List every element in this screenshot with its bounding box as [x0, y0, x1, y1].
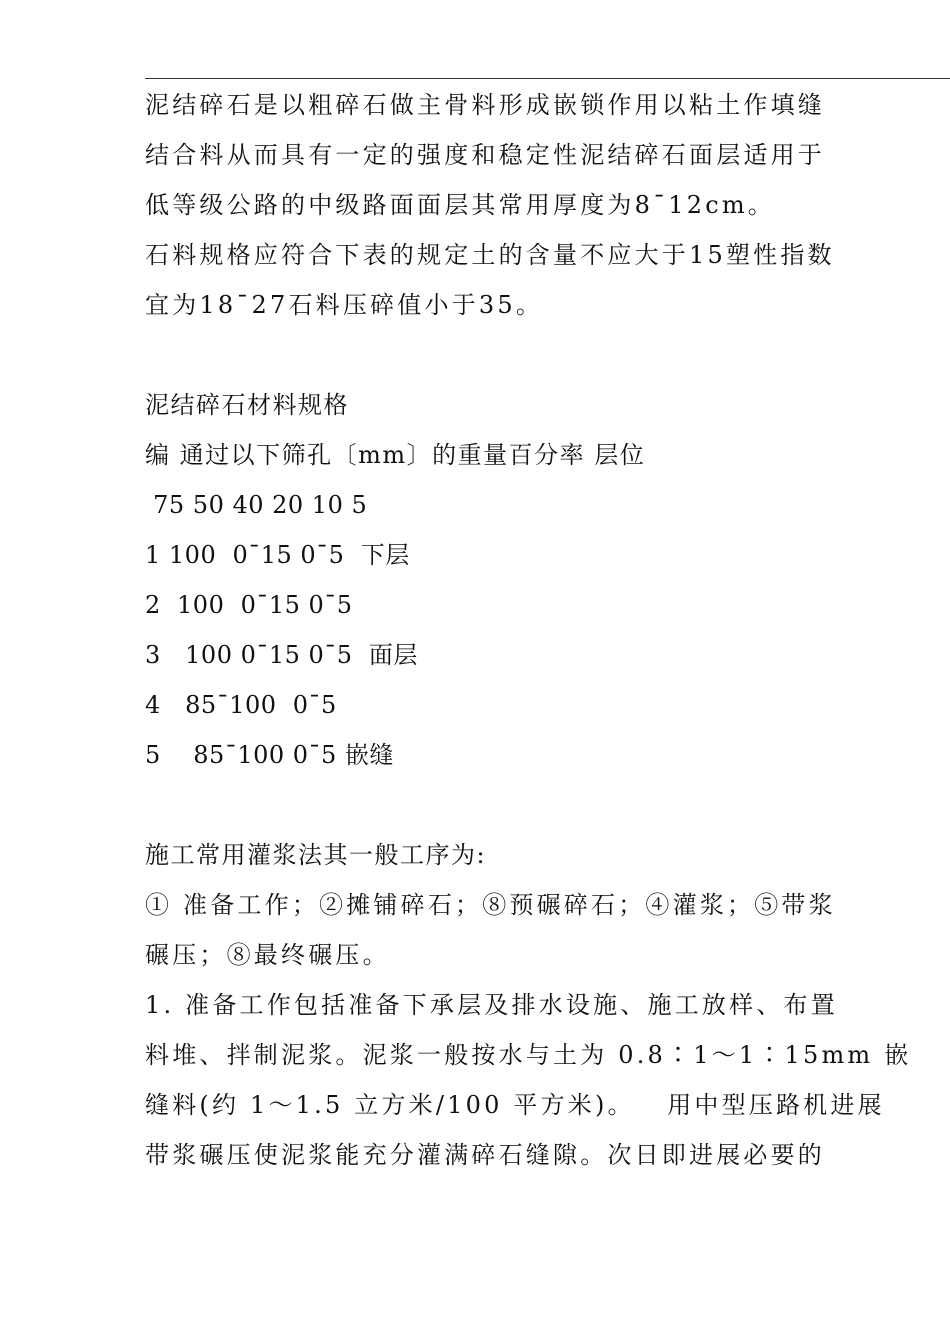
body-text-line: ① 准备工作；②摊铺碎石；⑧预碾碎石；④灌浆；⑤带浆	[145, 891, 836, 919]
table-header: 编 通过以下筛孔〔mm〕的重量百分率 层位	[145, 441, 646, 469]
body-text-line: 结合料从而具有一定的强度和稳定性泥结碎石面层适用于	[145, 141, 825, 169]
body-text-line: 宜为18¯27石料压碎值小于35。	[145, 291, 544, 319]
body-text-line: 泥结碎石是以粗碎石做主骨料形成嵌锁作用以粘土作填缝	[145, 91, 825, 119]
table-row: 5 85¯100 0¯5 嵌缝	[145, 741, 394, 769]
body-text-line: 施工常用灌浆法其一般工序为:	[145, 841, 487, 869]
body-text-line: 石料规格应符合下表的规定土的含量不应大于15塑性指数	[145, 241, 835, 269]
table-row: 2 100 0¯15 0¯5	[145, 591, 353, 619]
header-rule	[145, 78, 950, 79]
body-text-line: 料堆、拌制泥浆。泥浆一般按水与土为 0.8∶1～1∶15mm 嵌	[145, 1041, 912, 1069]
body-text-line: 低等级公路的中级路面面层其常用厚度为8¯12cm。	[145, 191, 776, 219]
body-text-line: 带浆碾压使泥浆能充分灌满碎石缝隙。次日即进展必要的	[145, 1141, 825, 1169]
table-sieve-sizes: 75 50 40 20 10 5	[145, 491, 368, 519]
body-text-line: 1. 准备工作包括准备下承层及排水设施、施工放样、布置	[145, 991, 838, 1019]
table-title: 泥结碎石材料规格	[145, 391, 349, 419]
table-row: 4 85¯100 0¯5	[145, 691, 337, 719]
table-row: 1 100 0¯15 0¯5 下层	[145, 541, 410, 569]
body-text-line: 缝料(约 1～1.5 立方米/100 平方米)。 用中型压路机进展	[145, 1091, 885, 1119]
body-text-line: 碾压；⑧最终碾压。	[145, 941, 390, 969]
table-row: 3 100 0¯15 0¯5 面层	[145, 641, 418, 669]
